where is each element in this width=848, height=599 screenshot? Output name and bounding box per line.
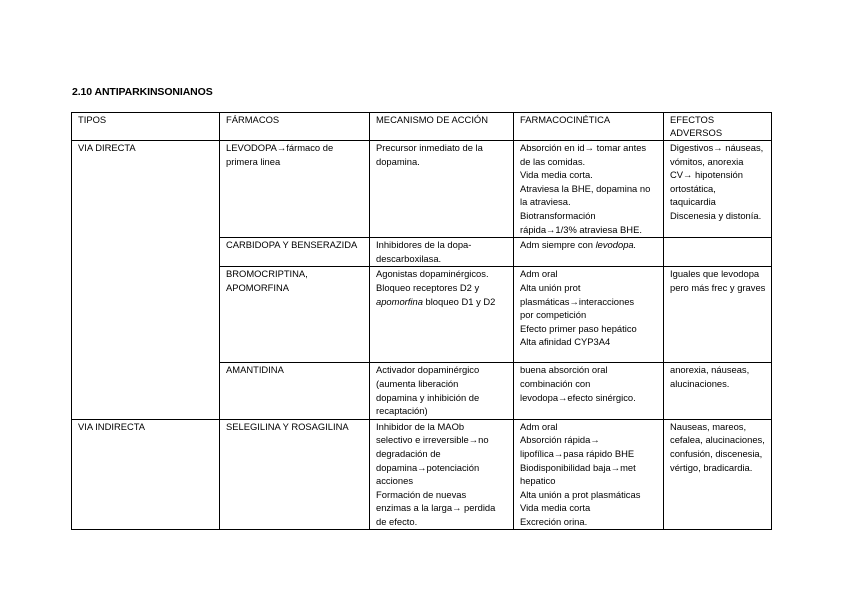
section-title: 2.10 ANTIPARKINSONIANOS <box>72 86 213 98</box>
text-line: (aumenta liberación <box>376 377 459 389</box>
header-efectos: EFECTOS ADVERSOS <box>664 113 772 141</box>
pk-italic: levodopa. <box>595 239 637 251</box>
text-line: enzimas a la larga→ perdida <box>376 502 496 514</box>
text-line: Vida media corta. <box>520 169 593 181</box>
mechanism-italic: apomorfina <box>376 295 423 307</box>
type-cell-indirecta <box>72 419 220 530</box>
table-row <box>72 419 772 530</box>
text-line: Iguales que levodopa <box>670 268 760 280</box>
drug-line: SELEGILINA Y ROSAGILINA <box>226 420 349 432</box>
text-line: ortostática, <box>670 182 716 194</box>
drug-line: BROMOCRIPTINA, <box>226 268 308 280</box>
adverse-cell <box>664 238 772 267</box>
text-line: pero más frec y graves <box>670 281 766 293</box>
text-line: dopamina y inhibición de <box>376 391 480 403</box>
text-line: dopamina→potenciación <box>376 461 480 473</box>
drug-line: CARBIDOPA Y BENSERAZIDA <box>226 239 358 251</box>
text-line: lipofílica→pasa rápido BHE <box>520 447 635 459</box>
text-line: Adm oral <box>520 268 558 280</box>
header-farmacos: FÁRMACOS <box>220 113 370 141</box>
text-line: Efecto primer paso hepático <box>520 322 637 334</box>
text-line: rápida→1/3% atraviesa BHE. <box>520 223 642 235</box>
text-line: Precursor inmediato de la <box>376 142 483 153</box>
text-line: Atraviesa la BHE, dopamina no <box>520 182 651 194</box>
text-line: levodopa→efecto sinérgico. <box>520 391 636 403</box>
text-line: selectivo e irreversible→no <box>376 434 489 446</box>
text-line <box>520 238 658 252</box>
drug-line: primera linea <box>226 155 281 167</box>
header-farmacocinetica: FARMACOCINÉTICA <box>514 113 664 141</box>
text-line: Inhibidor de la MAOb <box>376 420 465 432</box>
text-line: recaptación) <box>376 405 428 417</box>
drug-table <box>71 112 772 530</box>
text-line: vértigo, bradicardia. <box>670 461 753 473</box>
drug-line: AMANTIDINA <box>226 364 284 376</box>
text-line: buena absorción oral <box>520 364 608 376</box>
text-line: descarboxilasa. <box>376 252 442 264</box>
text-line: la atraviesa. <box>520 196 571 208</box>
text-line: Biodisponibilidad baja→met <box>520 461 636 473</box>
text-line: alucinaciones. <box>670 377 730 389</box>
type-cell-directa <box>72 141 220 420</box>
adverse-cell <box>664 419 772 530</box>
drug-line: APOMORFINA <box>226 281 290 293</box>
drug-cell <box>220 141 370 238</box>
drug-line: LEVODOPA→fármaco de <box>226 142 334 153</box>
mechanism-cell <box>370 238 514 267</box>
type-label: VIA DIRECTA <box>78 142 136 153</box>
text-line: dopamina. <box>376 155 420 167</box>
text-line: Excreción orina. <box>520 515 588 527</box>
header-row <box>72 113 772 141</box>
drug-cell <box>220 363 370 419</box>
text-line: por competición <box>520 309 587 321</box>
text-line: CV→ hipotensión <box>670 169 743 181</box>
adverse-cell <box>664 363 772 419</box>
text-line: cefalea, alucinaciones, <box>670 434 765 446</box>
text-line: Activador dopaminérgico <box>376 364 480 376</box>
pk-cell <box>514 419 664 530</box>
text-line: Alta afinidad CYP3A4 <box>520 336 611 348</box>
mechanism-cell <box>370 141 514 238</box>
mechanism-cell <box>370 363 514 419</box>
text-line: taquicardia <box>670 196 716 208</box>
text-line: Absorción rápida→ <box>520 434 600 446</box>
text-line: de las comidas. <box>520 155 586 167</box>
text-line: hepatico <box>520 475 556 487</box>
drug-cell <box>220 238 370 267</box>
mechanism-tail: bloqueo D1 y D2 <box>422 295 496 307</box>
adverse-cell <box>664 267 772 363</box>
pk-cell <box>514 141 664 238</box>
text-line: Vida media corta <box>520 502 591 514</box>
text-line: vómitos, anorexia <box>670 155 744 167</box>
text-line: Nauseas, mareos, <box>670 420 747 432</box>
mechanism-cell <box>370 267 514 363</box>
text-line: confusión, discenesia, <box>670 447 763 459</box>
text-line: Digestivos→ náuseas, <box>670 142 764 153</box>
pk-prefix: Adm siempre con <box>520 239 596 251</box>
text-line: acciones <box>376 475 414 487</box>
text-line: Inhibidores de la dopa- <box>376 239 472 251</box>
text-line: Formación de nuevas <box>376 488 467 500</box>
adverse-cell <box>664 141 772 238</box>
drug-cell <box>220 419 370 530</box>
text-line: anorexia, náuseas, <box>670 364 750 376</box>
text-line: Agonistas dopaminérgicos. <box>376 268 489 280</box>
text-line: Alta unión a prot plasmáticas <box>520 488 641 500</box>
type-label: VIA INDIRECTA <box>78 420 146 432</box>
pk-cell <box>514 363 664 419</box>
header-tipos: TIPOS <box>72 113 220 141</box>
drug-cell <box>220 267 370 363</box>
text-line: de efecto. <box>376 515 418 527</box>
text-line: Bloqueo receptores D2 y <box>376 281 480 293</box>
text-line: plasmáticas→interacciones <box>520 295 635 307</box>
text-line: Discenesia y distonía. <box>670 209 762 221</box>
mechanism-cell <box>370 419 514 530</box>
text-line <box>376 295 508 309</box>
text-line: combinación con <box>520 377 591 389</box>
pk-cell <box>514 267 664 363</box>
header-mecanismo: MECANISMO DE ACCIÓN <box>370 113 514 141</box>
pk-cell <box>514 238 664 267</box>
text-line: degradación de <box>376 447 441 459</box>
table-row <box>72 141 772 238</box>
text-line: Absorción en id→ tomar antes <box>520 142 647 153</box>
text-line: Adm oral <box>520 420 558 432</box>
text-line: Alta unión prot <box>520 281 581 293</box>
text-line: Biotransformación <box>520 209 596 221</box>
